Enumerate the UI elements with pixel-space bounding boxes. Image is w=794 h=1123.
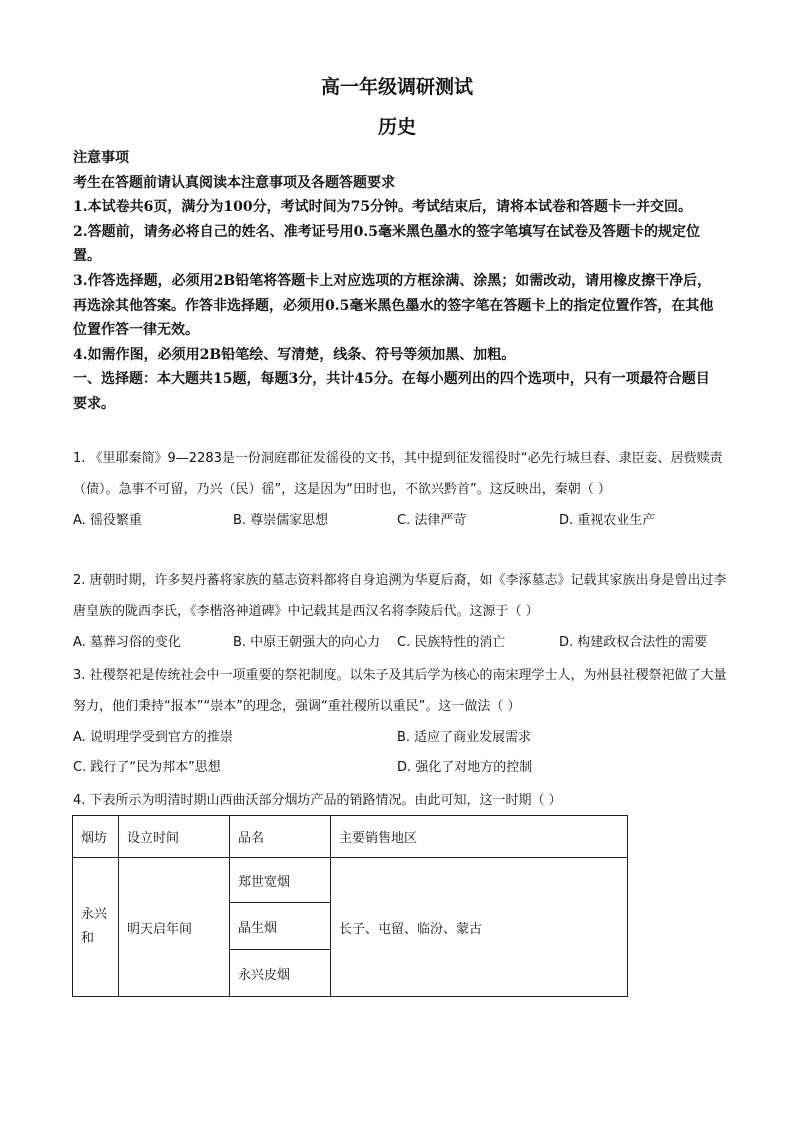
- table-cell-workshop: 永兴和: [73, 858, 119, 997]
- options-row: [73, 722, 728, 752]
- section-heading: 一、选择题：本大题共15题，每题3分，共计45分。在每小题列出的四个选项中，只有一项最符合题目要求。: [73, 371, 710, 412]
- question-4: [73, 785, 728, 816]
- question-stem: 4. 下表所示为明清时期山西曲沃部分烟坊产品的销路情况。由此可知，这一时期（ ）: [73, 793, 562, 808]
- option-a: A. 墓葬习俗的变化: [73, 635, 181, 650]
- notice-heading: 注意事项: [73, 150, 129, 166]
- option-b: B. 尊崇儒家思想: [233, 513, 329, 528]
- exam-title: 高一年级调研测试: [320, 76, 473, 98]
- notice-item: 3.作答选择题，必须用2B铅笔将答题卡上对应选项的方框涂满、涂黑；如需改动，请用橡皮擦干净后，再选涂其他答案。作答非选择题，必须用0.5毫米黑色墨水的签字笔在答题卡上的指定位置作答，在其他位置作答一律无效。: [73, 272, 714, 339]
- option-d: D. 重视农业生产: [559, 513, 656, 528]
- notice-item: 1.本试卷共6页，满分为100分，考试时间为75分钟。考试结束后，请将本试卷和答题卡一并交回。: [73, 199, 693, 216]
- subject-title: 历史: [377, 116, 416, 138]
- table-cell-regions: 长子、屯留、临汾、蒙古: [331, 858, 628, 997]
- table-header: 设立时间: [119, 816, 230, 858]
- table-header: 品名: [230, 816, 331, 858]
- option-a: A. 说明理学受到官方的推崇: [73, 730, 233, 745]
- table-cell-product: 晶生烟: [230, 903, 331, 950]
- options-row: [73, 505, 728, 535]
- table-header: 烟坊: [73, 816, 119, 858]
- sales-table: [72, 815, 628, 997]
- table-header: 主要销售地区: [331, 816, 628, 858]
- question-stem: 2. 唐朝时期，许多契丹蕃将家族的墓志资料都将自身追溯为华夏后裔，如《李涿墓志》记载其家族出身是曾出过李唐皇族的陇西李氏，《李楷洛神道碑》中记载其是西汉名将李陵后代。这源于（ ）: [73, 573, 727, 619]
- option-d: D. 强化了对地方的控制: [397, 760, 533, 775]
- option-d: D. 构建政权合法性的需要: [559, 635, 708, 650]
- options-row: [73, 752, 728, 782]
- question-2: [73, 565, 728, 657]
- table-cell-product: 永兴皮烟: [230, 950, 331, 997]
- notice-item: 2.答题前，请务必将自己的姓名、准考证号用0.5毫米黑色墨水的签字笔填写在试卷及答题卡的规定位置。: [73, 223, 700, 265]
- options-row: [73, 627, 728, 657]
- table-row: [73, 858, 628, 903]
- notice-intro: 考生在答题前请认真阅读本注意事项及各题答题要求: [73, 174, 395, 191]
- question-3: [73, 660, 728, 782]
- option-c: C. 践行了“民为邦本”思想: [73, 760, 221, 775]
- option-c: C. 法律严苛: [397, 513, 467, 528]
- question-stem: 3. 社稷祭祀是传统社会中一项重要的祭祀制度。以朱子及其后学为核心的南宋理学士人，为州县社稷祭祀做了大量努力，他们秉持“报本”“崇本”的理念，强调“重社稷所以重民”。这一做法（ ）: [73, 668, 727, 714]
- option-a: A. 徭役繁重: [73, 513, 142, 528]
- question-stem: 1. 《里耶秦简》9—2283是一份洞庭郡征发徭役的文书，其中提到征发徭役时“必先行城旦舂、隶臣妾、居赀赎责（债）。急事不可留，乃兴（民）徭”，这是因为“田时也，不欲兴黔首”。这反映出，秦朝（ ）: [73, 451, 723, 497]
- notice-item: 4.如需作图，必须用2B铅笔绘、写清楚，线条、符号等须加黑、加粗。: [73, 346, 516, 363]
- option-b: B. 中原王朝强大的向心力: [233, 635, 381, 650]
- table-header-row: [73, 816, 628, 858]
- question-1: [73, 443, 728, 535]
- table-cell-time: 明天启年间: [119, 858, 230, 997]
- table-cell-product: 郑世宽烟: [230, 858, 331, 903]
- option-c: C. 民族特性的消亡: [397, 635, 506, 650]
- notice-block: [73, 146, 723, 417]
- option-b: B. 适应了商业发展需求: [397, 730, 532, 745]
